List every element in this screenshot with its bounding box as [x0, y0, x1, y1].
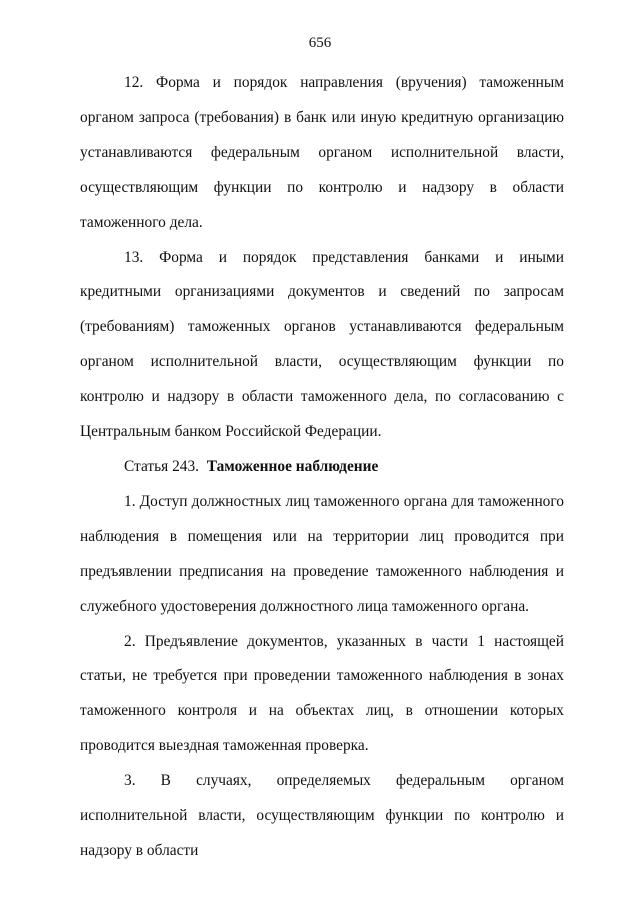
article-paragraph-2: 2. Предъявление документов, указанных в части 1 настоящей статьи, не требуется при проведении таможенного наблюдения в зонах таможенного контроля и на объектах лиц, в отношении которых проводится выездная таможенная проверка.	[80, 632, 564, 755]
article-heading	[80, 450, 564, 485]
article-title: Таможенное наблюдение	[206, 457, 379, 475]
article-paragraph-3: 3. В случаях, определяемых федеральным органом исполнительной власти, осуществляющим функции по контролю и надзору в области	[80, 772, 564, 859]
document-body	[80, 66, 564, 869]
paragraph-13: 13. Форма и порядок представления банками и иными кредитными организациями документов и сведений по запросам (требованиям) таможенных органов устанавливаются федеральным органом исполнительной власти, осуществляющим функции по контролю и надзору в области таможенного дела, по согласованию с Центральным банком Российской Федерации.	[80, 248, 564, 441]
article-label: Статья 243.	[124, 457, 200, 475]
article-paragraph-1: 1. Доступ должностных лиц таможенного органа для таможенного наблюдения в помещения или на территории лиц проводится при предъявлении предписания на проведение таможенного наблюдения и служебного удостоверения должностного лица таможенного органа.	[80, 492, 564, 615]
page-number: 656	[308, 35, 332, 51]
paragraph-12: 12. Форма и порядок направления (вручения) таможенным органом запроса (требования) в банк или иную кредитную организацию устанавливаются федеральным органом исполнительной власти, осуществляющим функции по контролю и надзору в области таможенного дела.	[80, 74, 564, 231]
